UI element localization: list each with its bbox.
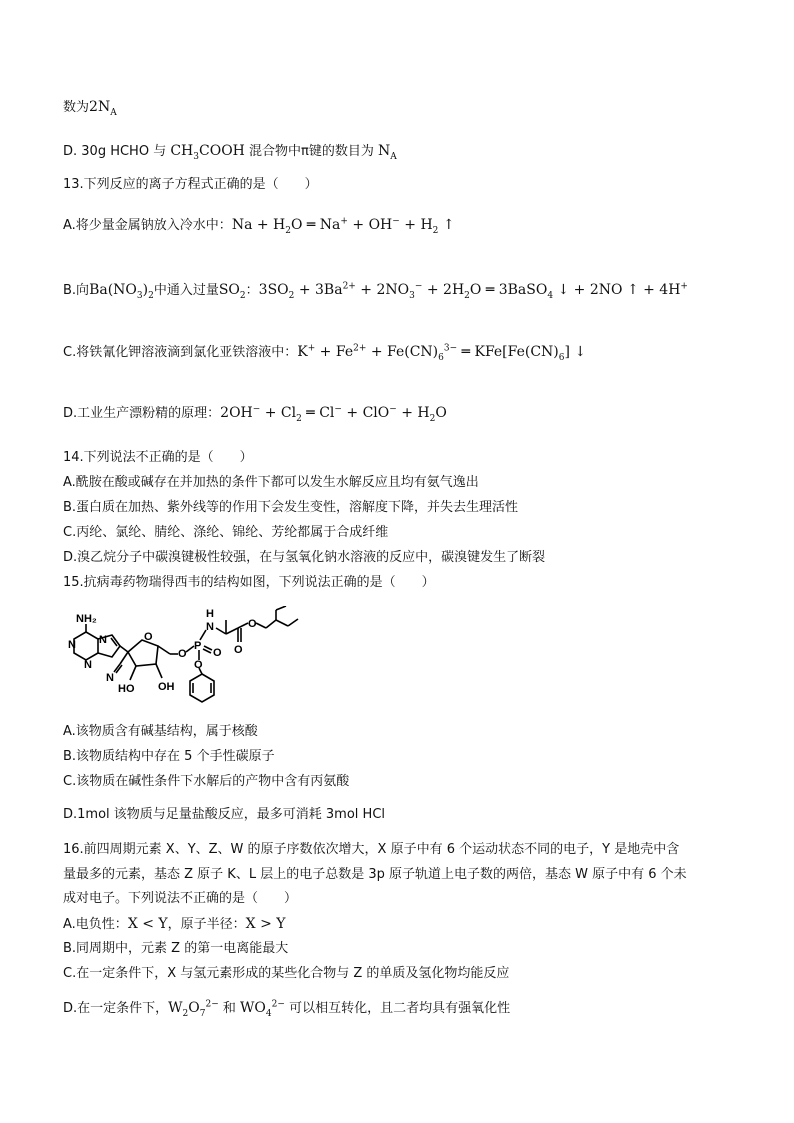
na-symbol: $N_A$ bbox=[377, 143, 397, 162]
q15-stem: 15.抗病毒药物瑞得西韦的结构如图，下列说法正确的是（ ） bbox=[63, 575, 435, 590]
na-formula: $2N_A$ bbox=[89, 99, 117, 118]
q12-c-tail: 数为$2N_A$ bbox=[63, 99, 117, 118]
q14-option-b: B.蛋白质在加热、紫外线等的作用下会发生变性，溶解度下降，并失去生理活性 bbox=[63, 500, 519, 515]
q13-option-b: B.向$Ba(NO_3)_2$中通入过量$SO_2$：$3SO_2 + 3Ba^{2+} + 2NO_3^- + 2H_2O$ ═ 3BaSO$_4$ ↓ + 2NO ↑ + 4H+ bbox=[63, 281, 688, 301]
o-ester-label: O bbox=[248, 618, 257, 630]
q14-option-d: D.溴乙烷分子中碳溴键极性较强，在与氢氧化钠水溶液的反应中，碳溴键发生了断裂 bbox=[63, 550, 546, 565]
dichromate-like-formula: $W_2O_7^{2-}$ bbox=[168, 999, 219, 1019]
o-phenyl-label: O bbox=[194, 659, 203, 671]
q16-stem-line2: 量最多的元素，基态 Z 原子 K、L 层上的电子总数是 3p 原子轨道上电子数的两倍，基态 W 原子中有 6 个未 bbox=[63, 867, 687, 882]
q15-option-d: D.1mol 该物质与足量盐酸反应，最多可消耗 3mol HCl bbox=[63, 807, 386, 822]
o-ring-label: O bbox=[144, 631, 153, 643]
q16-stem-line1: 16.前四周期元素 X、Y、Z、W 的原子序数依次增大，X 原子中有 6 个运动状态不同的电子，Y 是地壳中含 bbox=[63, 842, 680, 857]
remdesivir-structure bbox=[62, 606, 312, 704]
o-double-label: O bbox=[213, 647, 222, 659]
q16-stem-line3: 成对电子。下列说法不正确的是（ ） bbox=[63, 891, 298, 906]
o-carbonyl-label: O bbox=[234, 644, 243, 656]
equation-c: $K^+ + Fe^{2+} + Fe(CN)_6^{3-}$ ═ $KFe[Fe(CN)_6]$ ↓ bbox=[297, 343, 587, 363]
equation-d: $2OH^- + Cl_2$ ═ $Cl^- + ClO^- + H_2O$ bbox=[220, 404, 447, 424]
p-label: P bbox=[194, 640, 202, 652]
n-ring-label: N bbox=[84, 659, 92, 671]
o-link-label: O bbox=[178, 648, 187, 660]
nh2-label: NH₂ bbox=[76, 613, 97, 625]
equation-a: $Na + H_2O$ ═ $Na^+ + OH^- + H_2$ ↑ bbox=[231, 216, 455, 236]
q14-stem: 14.下列说法不正确的是（ ） bbox=[63, 450, 253, 465]
q13-option-a: A.将少量金属钠放入冷水中：$Na + H_2O$ ═ $Na^+ + OH^- + H_2$ ↑ bbox=[63, 216, 455, 236]
radius-relation: X > Y bbox=[245, 916, 286, 932]
q13-stem: 13.下列反应的离子方程式正确的是（ ） bbox=[63, 177, 318, 192]
electronegativity-relation: X < Y bbox=[127, 916, 168, 932]
barium-nitrate-formula: $Ba(NO_3)_2$ bbox=[89, 282, 154, 301]
acetic-acid-formula: $CH_3COOH$ bbox=[170, 143, 245, 162]
h-amide-label: H bbox=[206, 608, 214, 620]
q16-option-c: C.在一定条件下，X 与氢元素形成的某些化合物与 Z 的单质及氢化物均能反应 bbox=[63, 966, 510, 981]
q14-option-c: C.丙纶、氯纶、腈纶、涤纶、锦纶、芳纶都属于合成纤维 bbox=[63, 525, 389, 540]
equation-b: $3SO_2 + 3Ba^{2+} + 2NO_3^- + 2H_2O$ ═ 3BaSO$_4$ ↓ + 2NO ↑ + 4H+ bbox=[258, 281, 688, 301]
q13-option-c: C.将铁氰化钾溶液滴到氯化亚铁溶液中：$K^+ + Fe^{2+} + Fe(CN)_6^{3-}$ ═ $KFe[Fe(CN)_6]$ ↓ bbox=[63, 343, 587, 363]
oh-label: OH bbox=[158, 681, 175, 693]
q16-option-a: A.电负性：X < Y，原子半径：X > Y bbox=[63, 916, 286, 932]
q16-option-d: D.在一定条件下，$W_2O_7^{2-}$ 和 $WO_4^{2-}$ 可以相互转化，且二者均具有强氧化性 bbox=[63, 999, 511, 1019]
n-top-label: N bbox=[99, 634, 107, 646]
q16-option-b: B.同周期中，元素 Z 的第一电离能最大 bbox=[63, 941, 289, 956]
q13-option-d: D.工业生产漂粉精的原理：$2OH^- + Cl_2$ ═ $Cl^- + ClO^- + H_2O$ bbox=[63, 404, 447, 424]
q15-option-b: B.该物质结构中存在 5 个手性碳原子 bbox=[63, 749, 275, 764]
so2-formula: $SO_2$ bbox=[218, 282, 246, 301]
q12-option-d: D. 30g HCHO 与 $CH_3COOH$ 混合物中π键的数目为 $N_A$ bbox=[63, 143, 397, 162]
q15-option-a: A.该物质含有碱基结构，属于核酸 bbox=[63, 724, 258, 739]
q15-option-c: C.该物质在碱性条件下水解后的产物中含有丙氨酸 bbox=[63, 774, 350, 789]
ho-label: HO bbox=[118, 683, 135, 695]
n-left-label: N bbox=[68, 639, 76, 651]
n-nitrile-label: N bbox=[106, 672, 114, 684]
chromate-like-formula: $WO_4^{2-}$ bbox=[240, 999, 285, 1019]
q14-option-a: A.酰胺在酸或碱存在并加热的条件下都可以发生水解反应且均有氨气逸出 bbox=[63, 475, 479, 490]
n-amine-label: N bbox=[206, 621, 214, 633]
